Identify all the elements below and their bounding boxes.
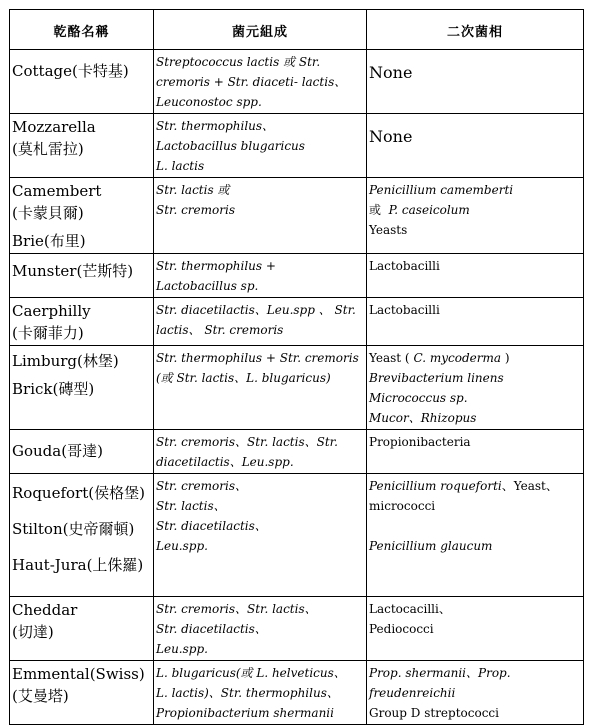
starter-line: L. lactis (156, 159, 205, 173)
header-secondary-flora: 二次菌相 (367, 10, 584, 50)
flora-line: Pediococci (369, 622, 434, 636)
starter-line: (或 Str. lactis、L. blugaricus) (156, 371, 331, 385)
cheese-culture-table (9, 9, 584, 725)
starter-line: lactis、 Str. cremoris (156, 323, 284, 337)
cheese-name: Brie(布里) (12, 232, 86, 250)
header-row (10, 10, 584, 50)
starter-culture-cell (154, 661, 367, 725)
starter-culture-cell (154, 114, 367, 178)
starter-culture-cell (154, 597, 367, 661)
starter-line: Leu.spp. (156, 539, 208, 553)
secondary-flora-cell (367, 474, 584, 597)
flora-line: Penicillium camemberti (369, 183, 514, 197)
starter-line: Str. cremoris (156, 203, 235, 217)
secondary-flora-cell (367, 50, 584, 114)
starter-line: Propionibacterium shermanii (156, 706, 334, 720)
cheese-name: Stilton(史帝爾頓) (12, 520, 135, 538)
flora-line: Lactobacilli (369, 259, 440, 273)
starter-culture-cell (154, 430, 367, 474)
flora-line: Penicillium glaucum (369, 539, 493, 553)
starter-line: Str. diacetilactis、 (156, 519, 267, 533)
flora-suffix: 、Yeast、 (501, 479, 558, 493)
cheese-name-cell (10, 114, 154, 178)
table-row (10, 430, 584, 474)
secondary-flora-cell (367, 114, 584, 178)
spacer (369, 516, 581, 536)
cheese-name-cell (10, 50, 154, 114)
flora-line: freudenreichii (369, 686, 456, 700)
flora-species: P. caseicolum (388, 203, 470, 217)
starter-line: Str. cremoris、 (156, 479, 247, 493)
flora-line: Brevibacterium linens (369, 371, 504, 385)
secondary-flora-cell (367, 430, 584, 474)
secondary-flora-cell (367, 298, 584, 346)
cheese-name-chinese: (莫札雷拉) (12, 140, 84, 158)
cheese-name: Cottage(卡特基) (12, 62, 129, 80)
flora-line: Lactobacilli (369, 303, 440, 317)
starter-line: Str. thermophilus + (156, 259, 276, 273)
flora-line: Propionibacteria (369, 435, 471, 449)
flora-species: C. mycoderma (413, 351, 501, 365)
flora-line: Mucor、Rhizopus (369, 411, 477, 425)
starter-line: Str. thermophilus、 (156, 119, 275, 133)
cheese-name: Roquefort(侯格堡) (12, 484, 145, 502)
starter-culture-cell (154, 298, 367, 346)
cheese-name: Gouda(哥達) (12, 442, 103, 460)
flora-line: Prop. shermanii、Prop. (369, 666, 511, 680)
secondary-flora-cell (367, 178, 584, 254)
cheese-name: Brick(磚型) (12, 380, 95, 398)
starter-line: Str. lactis、 (156, 499, 226, 513)
secondary-flora-cell (367, 597, 584, 661)
flora-line: None (369, 127, 413, 146)
cheese-name: Emmental(Swiss) (12, 665, 145, 683)
cheese-name: Limburg(林堡) (12, 352, 119, 370)
cheese-name: Cheddar (12, 601, 78, 619)
table-row (10, 50, 584, 114)
table-row (10, 474, 584, 597)
starter-line: cremoris + Str. diaceti- lactis、 (156, 75, 347, 89)
starter-line: Leu.spp. (156, 642, 208, 656)
cheese-name-cell (10, 597, 154, 661)
starter-culture-cell (154, 474, 367, 597)
starter-line: Str. cremoris、Str. lactis、 (156, 602, 317, 616)
secondary-flora-cell (367, 661, 584, 725)
cheese-name-chinese: (卡蒙貝爾) (12, 204, 84, 222)
table-row (10, 298, 584, 346)
cheese-name-cell (10, 661, 154, 725)
header-cheese-name: 乾酪名稱 (10, 10, 154, 50)
flora-line: Lactocacilli、 (369, 602, 451, 616)
starter-line: Str. thermophilus + Str. cremoris (156, 351, 359, 365)
secondary-flora-cell (367, 346, 584, 430)
starter-line: Streptococcus lactis 或 Str. (156, 55, 321, 69)
cheese-name-cell (10, 298, 154, 346)
flora-suffix: ) (504, 351, 510, 365)
table-row (10, 178, 584, 254)
starter-line: Lactobacillus sp. (156, 279, 259, 293)
starter-line: Str. diacetilactis、 (156, 622, 267, 636)
starter-culture-cell (154, 254, 367, 298)
table-row (10, 346, 584, 430)
starter-line: L. blugaricus(或 L. helveticus、 (156, 666, 346, 680)
cheese-name-chinese: (艾曼塔) (12, 687, 69, 705)
cheese-name-cell (10, 346, 154, 430)
table-row (10, 597, 584, 661)
cheese-name-cell (10, 474, 154, 597)
flora-prefix: Yeast ( (369, 351, 410, 365)
cheese-name-chinese: (卡爾菲力) (12, 324, 84, 342)
starter-line: Str. diacetilactis、Leu.spp 、 Str. (156, 303, 356, 317)
header-starter-culture: 菌元組成 (154, 10, 367, 50)
starter-culture-cell (154, 178, 367, 254)
cheese-name-cell (10, 430, 154, 474)
cheese-name: Haut-Jura(上侏羅) (12, 556, 144, 574)
table-row (10, 254, 584, 298)
starter-line: L. lactis)、Str. thermophilus、 (156, 686, 339, 700)
flora-line: Yeasts (369, 223, 408, 237)
flora-line: Group D streptococci (369, 706, 499, 720)
cheese-name-cell (10, 254, 154, 298)
flora-species: Penicillium roqueforti (369, 479, 502, 493)
cheese-name: Mozzarella (12, 118, 96, 136)
starter-culture-cell (154, 50, 367, 114)
flora-conjunction: 或 (369, 203, 382, 217)
cheese-name-chinese: (切達) (12, 623, 54, 641)
starter-line: Str. cremoris、Str. lactis、Str. (156, 435, 338, 449)
table-row (10, 661, 584, 725)
cheese-name: Munster(芒斯特) (12, 262, 134, 280)
flora-line: Micrococcus sp. (369, 391, 468, 405)
cheese-name-cell (10, 178, 154, 254)
cheese-name: Caerphilly (12, 302, 91, 320)
flora-line: None (369, 63, 413, 82)
starter-line: diacetilactis、Leu.spp. (156, 455, 294, 469)
secondary-flora-cell (367, 254, 584, 298)
flora-line: micrococci (369, 499, 436, 513)
starter-line: Lactobacillus blugaricus (156, 139, 305, 153)
starter-line: Str. lactis 或 (156, 183, 230, 197)
table-row (10, 114, 584, 178)
starter-line: Leuconostoc spp. (156, 95, 262, 109)
cheese-name: Camembert (12, 182, 102, 200)
starter-culture-cell (154, 346, 367, 430)
